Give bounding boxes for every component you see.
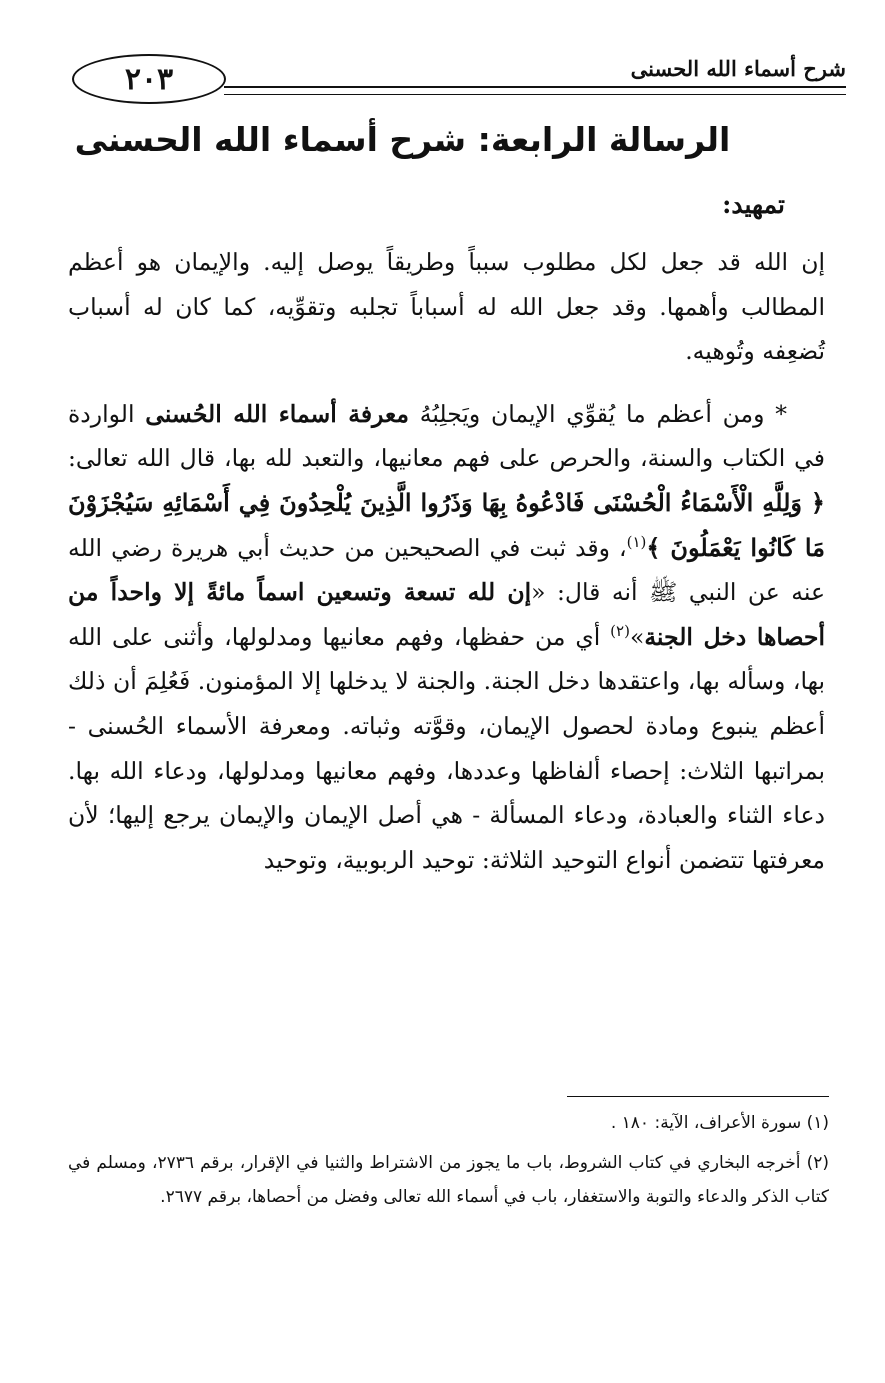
footnote-ref-1: (١) bbox=[626, 532, 647, 551]
chapter-title: الرسالة الرابعة: شرح أسماء الله الحسنى bbox=[74, 120, 731, 159]
footnote-ref-2: (٢) bbox=[610, 621, 630, 640]
footnote-1: (١) سورة الأعراف، الآية: ١٨٠ . bbox=[610, 1113, 829, 1133]
footnotes bbox=[68, 1106, 829, 1214]
header-rule bbox=[224, 86, 846, 88]
hadith-text: إن لله تسعة وتسعين اسماً مائةً إلا واحداً من أحصاها دخل الجنة bbox=[68, 578, 825, 651]
footnote-divider bbox=[567, 1096, 829, 1097]
paragraph-intro: إن الله قد جعل لكل مطلوب سبباً وطريقاً يوصل إليه. والإيمان هو أعظم المطالب وأهمها. وقد جعل الله له أسباباً تجلبه وتقوِّيه، كما كان له أسباب تُضعِفه وتُوهيه. bbox=[68, 248, 825, 366]
quran-verse: ﴿ وَلِلَّهِ الْأَسْمَاءُ الْحُسْنَى فَادْعُوهُ بِهَا وَذَرُوا الَّذِينَ يُلْحِدُونَ فِي أَسْمَائِهِ سَيُجْزَوْنَ مَا كَانُوا يَعْمَلُونَ ﴾ bbox=[68, 487, 825, 562]
page-header bbox=[68, 50, 846, 106]
paragraph-text: ، وقد ثبت في الصحيحين من حديث أبي هريرة رضي الله عنه عن النبي ﷺ أنه قال: « bbox=[68, 533, 825, 607]
body-text bbox=[68, 240, 825, 882]
quote-close: » bbox=[629, 622, 645, 651]
page-number: ٢٠٣ bbox=[72, 54, 226, 104]
star-marker: * bbox=[775, 399, 787, 428]
footnote-2: (٢) أخرجه البخاري في كتاب الشروط، باب ما يجوز من الاشتراط والثنيا في الإقرار، برقم ٢٧٣٦، ومسلم في كتاب الذكر والدعاء والتوبة والاستغفار، باب في أسماء الله تعالى وفضل من أحصاها، برقم ٢٦٧٧. bbox=[68, 1153, 829, 1207]
paragraph-text: الواردة في الكتاب والسنة، والحرص على فهم معانيها، والتعبد لله بها، قال الله تعالى: bbox=[68, 399, 825, 473]
section-heading: تمهيد: bbox=[722, 190, 785, 219]
running-title: شرح أسماء الله الحسنى bbox=[630, 56, 846, 81]
paragraph-main bbox=[68, 392, 825, 883]
paragraph-text: أي من حفظها، وفهم معانيها ومدلولها، وأثنى على الله بها، وسأله بها، واعتقدها دخل الجنة. والجنة لا يدخلها إلا المؤمنون. فَعُلِمَ أن ذلك أعظم ينبوع ومادة لحصول الإيمان، وقوَّته وثباته. ومعرفة الأسماء الحُسنى - بمراتبها الثلاث: إحصاء ألفاظها وعددها، وفهم معانيها ومدلولها، ودعاء الله بها. دعاء الثناء والعبادة، ودعاء المسألة - هي أصل الإيمان والإيمان يرجع إليها؛ لأن معرفتها تتضمن أنواع التوحيد الثلاثة: توحيد الربوبية، وتوحيد bbox=[68, 622, 825, 874]
header-rule-thin bbox=[224, 94, 846, 95]
paragraph-text: ومن أعظم ما يُقوِّي الإيمان ويَجلِبُهُ bbox=[419, 399, 765, 428]
bold-phrase: معرفة أسماء الله الحُسنى bbox=[145, 399, 409, 428]
